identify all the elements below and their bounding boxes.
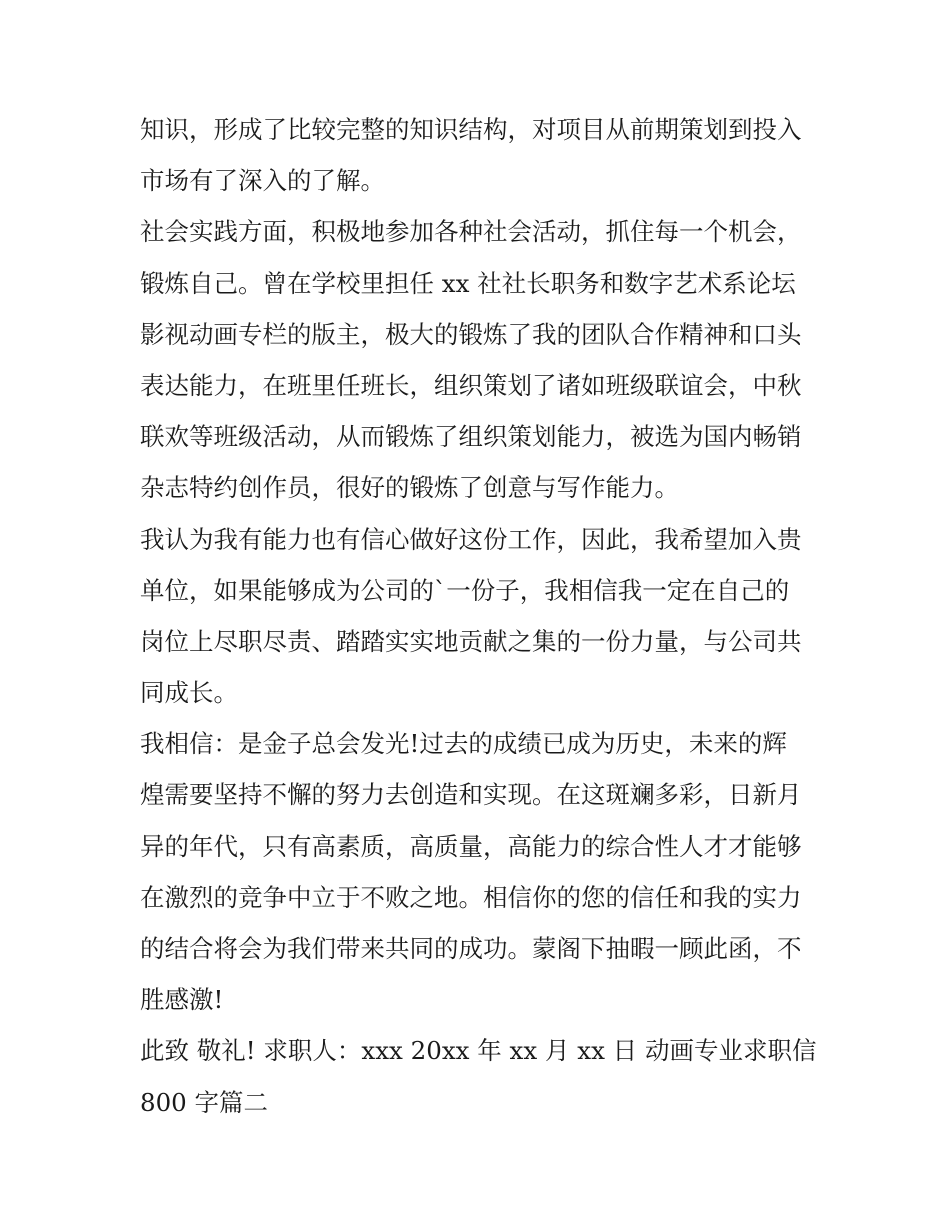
text-line-15: 异的年代，只有高素质，高质量，高能力的综合性人才才能够 [140, 831, 802, 861]
text-line-4: 锻炼自己。曾在学校里担任 xx 社社长职务和数字艺术系论坛 [140, 268, 796, 298]
text-line-1: 知识，形成了比较完整的知识结构，对项目从前期策划到投入 [140, 115, 802, 144]
text-line-16: 在激烈的竞争中立于不败之地。相信你的您的信任和我的实力 [140, 882, 802, 912]
text-line-13: 我相信：是金子总会发光!过去的成绩已成为历史，未来的辉 [140, 729, 787, 759]
text-line-12: 同成长。 [140, 678, 238, 708]
letter-body [140, 104, 820, 1128]
text-line-19: 此致 敬礼! 求职人：xxx 20xx 年 xx 月 xx 日 动画专业求职信 [140, 1036, 817, 1066]
text-line-17: 的结合将会为我们带来共同的成功。蒙阁下抽暇一顾此函，不 [140, 934, 802, 963]
text-line-14: 煌需要坚持不懈的努力去创造和实现。在这斑斓多彩，日新月 [140, 780, 802, 810]
text-line-8: 杂志特约创作员，很好的锻炼了创意与写作能力。 [140, 473, 679, 503]
text-line-2: 市场有了深入的了解。 [140, 166, 385, 196]
text-line-20: 800 字篇二 [140, 1087, 269, 1117]
text-line-6: 表达能力，在班里任班长，组织策划了诸如班级联谊会，中秋 [140, 370, 802, 400]
text-line-5: 影视动画专栏的版主，极大的锻炼了我的团队合作精神和口头 [140, 319, 802, 349]
text-line-3: 社会实践方面，积极地参加各种社会活动，抓住每一个机会， [140, 217, 802, 247]
text-line-9: 我认为我有能力也有信心做好这份工作，因此，我希望加入贵 [140, 524, 802, 554]
text-line-18: 胜感激! [140, 985, 224, 1015]
text-line-10: 单位，如果能够成为公司的`一份子，我相信我一定在自己的 [140, 575, 790, 605]
text-line-11: 岗位上尽职尽责、踏踏实实地贡献之集的一份力量，与公司共 [140, 626, 802, 656]
text-line-7: 联欢等班级活动，从而锻炼了组织策划能力，被选为国内畅销 [140, 422, 802, 452]
